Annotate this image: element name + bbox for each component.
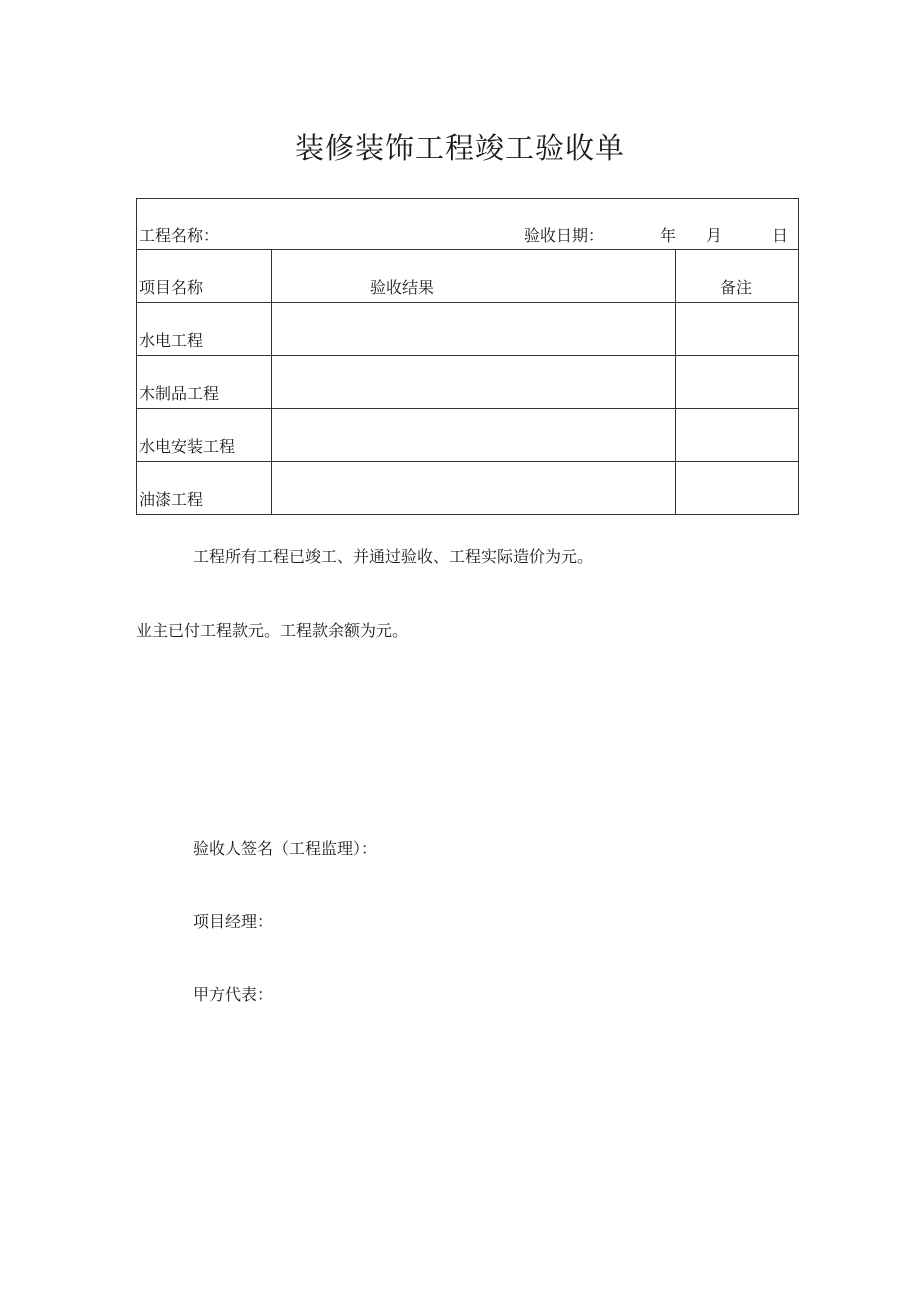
column-header-note: 备注 <box>676 250 799 303</box>
row-note-cell[interactable] <box>676 303 799 356</box>
document-title: 装修装饰工程竣工验收单 <box>294 131 625 165</box>
column-header-result: 验收结果 <box>272 250 676 303</box>
column-header-item: 项目名称 <box>137 250 272 303</box>
row-item-name: 水电安装工程 <box>137 409 272 462</box>
day-label: 日 <box>772 226 789 245</box>
party-a-signature-label: 甲方代表： <box>193 985 274 1004</box>
row-note-cell[interactable] <box>676 462 799 515</box>
table-row <box>137 356 799 409</box>
table-header-info-row <box>137 199 799 250</box>
table-column-header-row <box>137 250 799 303</box>
row-note-cell[interactable] <box>676 356 799 409</box>
table-row <box>137 462 799 515</box>
payment-statement: 业主已付工程款元。工程款余额为元。 <box>136 621 409 640</box>
table-row <box>137 303 799 356</box>
acceptance-table <box>136 198 799 515</box>
inspector-signature-label: 验收人签名（工程监理）： <box>193 839 378 858</box>
year-label: 年 <box>659 226 676 245</box>
header-info-cell <box>137 199 799 250</box>
row-result-cell[interactable] <box>272 303 676 356</box>
row-result-cell[interactable] <box>272 409 676 462</box>
completion-statement: 工程所有工程已竣工、并通过验收、工程实际造价为元。 <box>193 547 594 566</box>
month-label: 月 <box>706 226 723 245</box>
row-result-cell[interactable] <box>272 462 676 515</box>
row-result-cell[interactable] <box>272 356 676 409</box>
project-name-label: 工程名称： <box>139 226 220 245</box>
acceptance-date-group <box>524 226 788 246</box>
row-item-name: 油漆工程 <box>137 462 272 515</box>
table-row <box>137 409 799 462</box>
acceptance-date-label: 验收日期： <box>523 226 604 245</box>
row-note-cell[interactable] <box>676 409 799 462</box>
project-manager-signature-label: 项目经理： <box>193 912 274 931</box>
row-item-name: 木制品工程 <box>137 356 272 409</box>
row-item-name: 水电工程 <box>137 303 272 356</box>
